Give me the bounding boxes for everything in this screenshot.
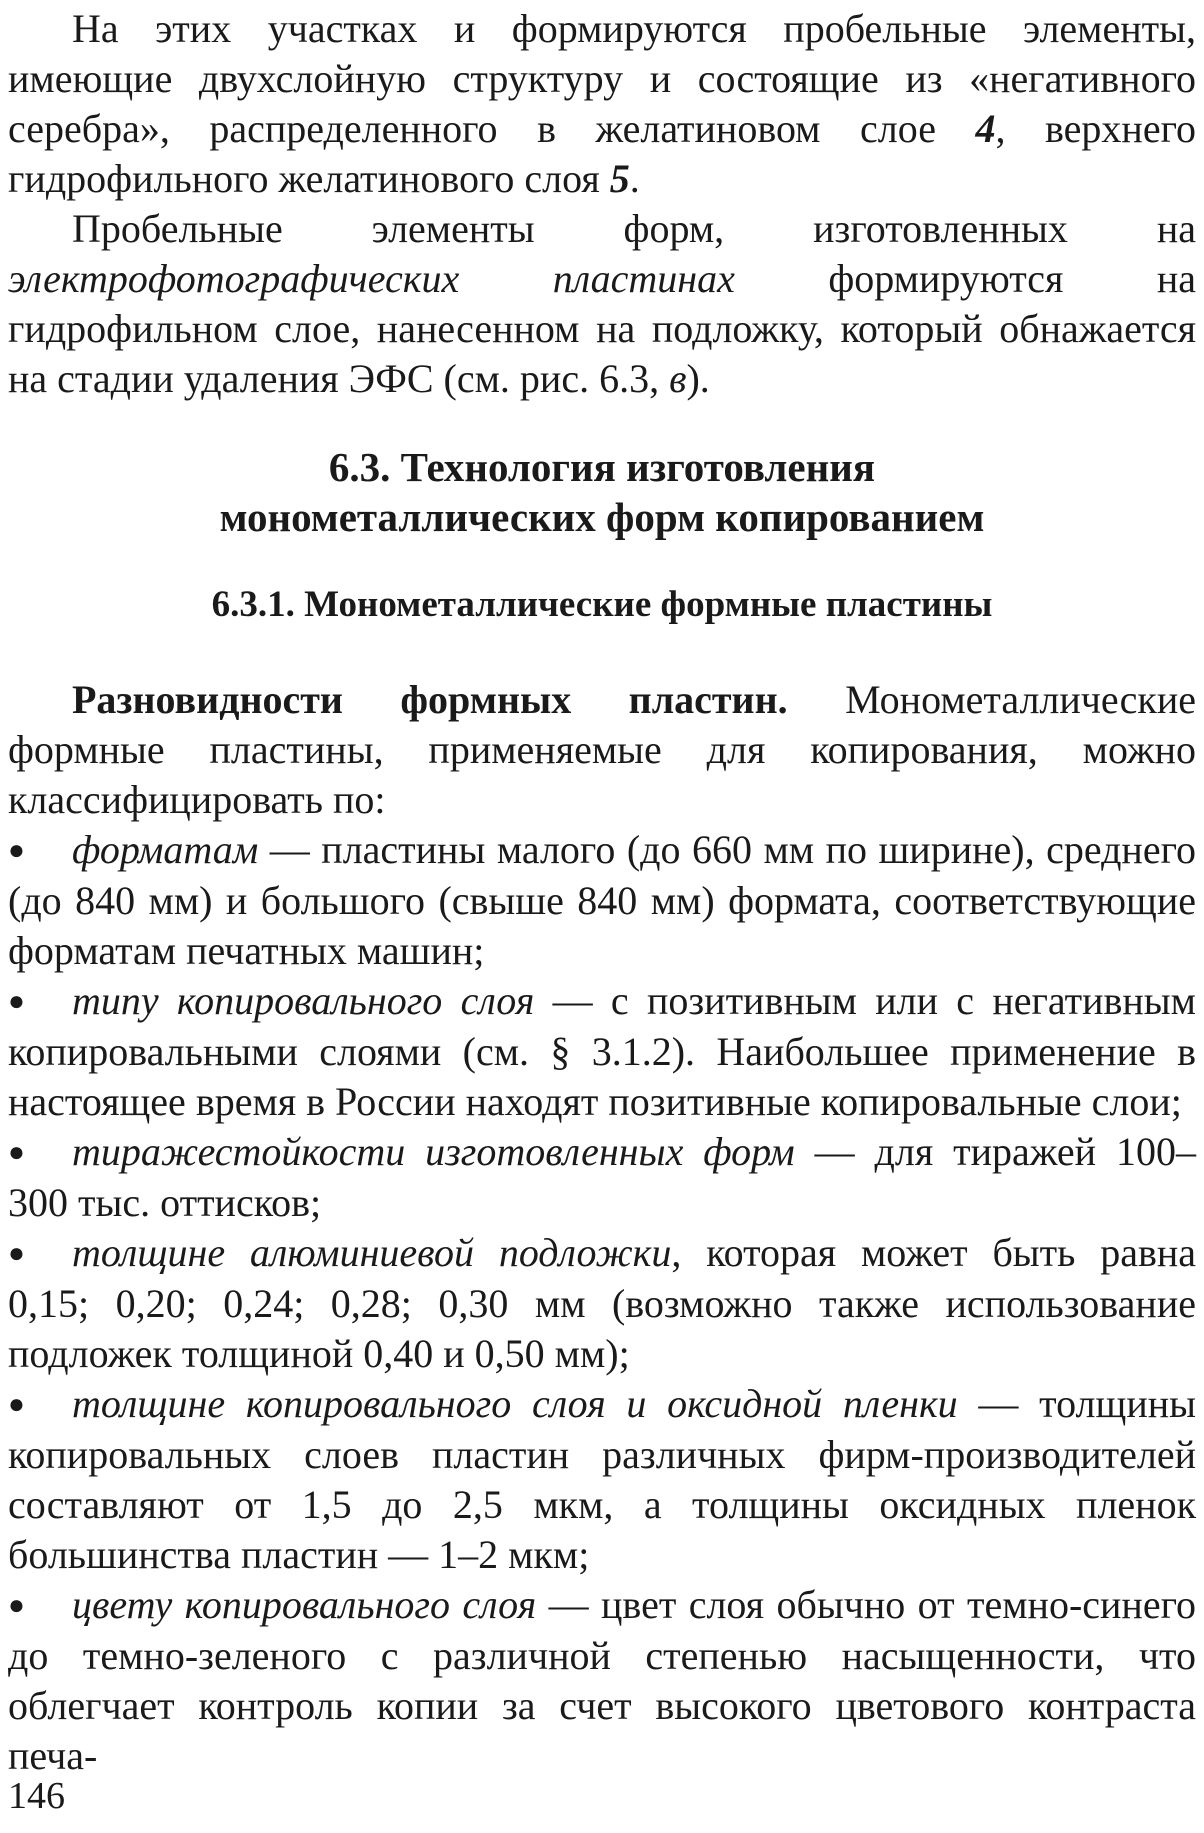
figure-letter: в	[669, 356, 687, 401]
list-item	[8, 1228, 1196, 1379]
bullet-icon: ●	[8, 1137, 25, 1168]
paragraph-text: , верхнего гидрофильного желатинового слоя	[8, 106, 1196, 201]
paragraph-text: .	[629, 156, 640, 201]
bullet-icon: ●	[8, 835, 25, 866]
list-item	[8, 976, 1196, 1127]
list-term: типу копировального слоя	[72, 978, 535, 1023]
list-term: тиражестойкости изготовленных форм	[72, 1129, 795, 1174]
bullet-icon: ●	[8, 1389, 25, 1420]
subsection-title: 6.3.1. Монометаллические формные пластины	[211, 584, 993, 625]
list-item	[8, 1127, 1196, 1228]
list-text: , которая может быть равна 0,15; 0,20; 0,24; 0,28; 0,30 мм (возможно также использование подложек толщиной 0,40 и 0,50 мм);	[8, 1230, 1197, 1376]
list-item	[8, 825, 1196, 976]
list-text: — цвет слоя обычно от темно-синего до темно-зеленого с различной степенью насыщенности, что облегчает контроль копии за счет высокого цветового контраста печа-	[8, 1582, 1196, 1778]
list-text: — толщины копировальных слоев пластин различных фирм-производителей составляют от 1,5 до 2,5 мкм, а толщины оксидных пленок большинства пластин — 1–2 мкм;	[8, 1381, 1197, 1577]
italic-term: электрофотографических пластинах	[8, 256, 735, 301]
bullet-icon: ●	[8, 1238, 25, 1269]
section-title-line-2: монометаллических форм копированием	[219, 494, 985, 540]
lead-rest: Монометаллические формные пластины, применяемые для копирования, можно классифицировать по:	[8, 677, 1196, 822]
list-text: — для тиражей 100–300 тыс. оттисков;	[8, 1129, 1197, 1225]
reference-number: 4	[975, 106, 996, 151]
bullet-icon: ●	[8, 1590, 25, 1621]
paragraph-negative-silver	[8, 4, 1196, 204]
list-term: цвету копировального слоя	[72, 1582, 537, 1627]
paragraph-text: На этих участках и формируются пробельные элементы, имеющие двухслойную структуру и состоящие из «негативного серебра», распределенного в желатиновом слое	[8, 6, 1196, 151]
lead-bold: Разновидности формных пластин.	[72, 677, 788, 722]
list-text: — с позитивным или с негативным копировальными слоями (см. § 3.1.2). Наибольшее применение в настоящее время в России находят позитивные копировальные слои;	[8, 978, 1196, 1124]
paragraph-text: ).	[686, 356, 710, 401]
list-term: толщине копировального слоя и оксидной пленки	[72, 1381, 958, 1426]
section-title-line-1: 6.3. Технология изготовления	[328, 444, 876, 490]
list-item	[8, 1580, 1196, 1781]
paragraph-text: формируются на гидрофильном слое, нанесенном на подложку, который обнажается на стадии удаления ЭФС (см. рис. 6.3,	[8, 256, 1196, 401]
paragraph-text: Пробельные элементы форм, изготовленных на	[72, 206, 1196, 251]
lead-paragraph	[8, 675, 1196, 825]
list-term: форматам	[72, 827, 259, 872]
reference-number: 5	[609, 156, 630, 201]
body-text	[8, 675, 1196, 1781]
intro-text	[8, 4, 1196, 404]
paragraph-electrophoto	[8, 204, 1196, 404]
list-term: толщине алюминиевой подложки	[72, 1230, 672, 1275]
list-item	[8, 1379, 1196, 1580]
page-number: 146	[8, 1775, 65, 1817]
list-text: — пластины малого (до 660 мм по ширине), среднего (до 840 мм) и большого (свыше 840 мм) формата, соответствующие форматам печатных машин;	[8, 827, 1196, 973]
bullet-icon: ●	[8, 986, 25, 1017]
